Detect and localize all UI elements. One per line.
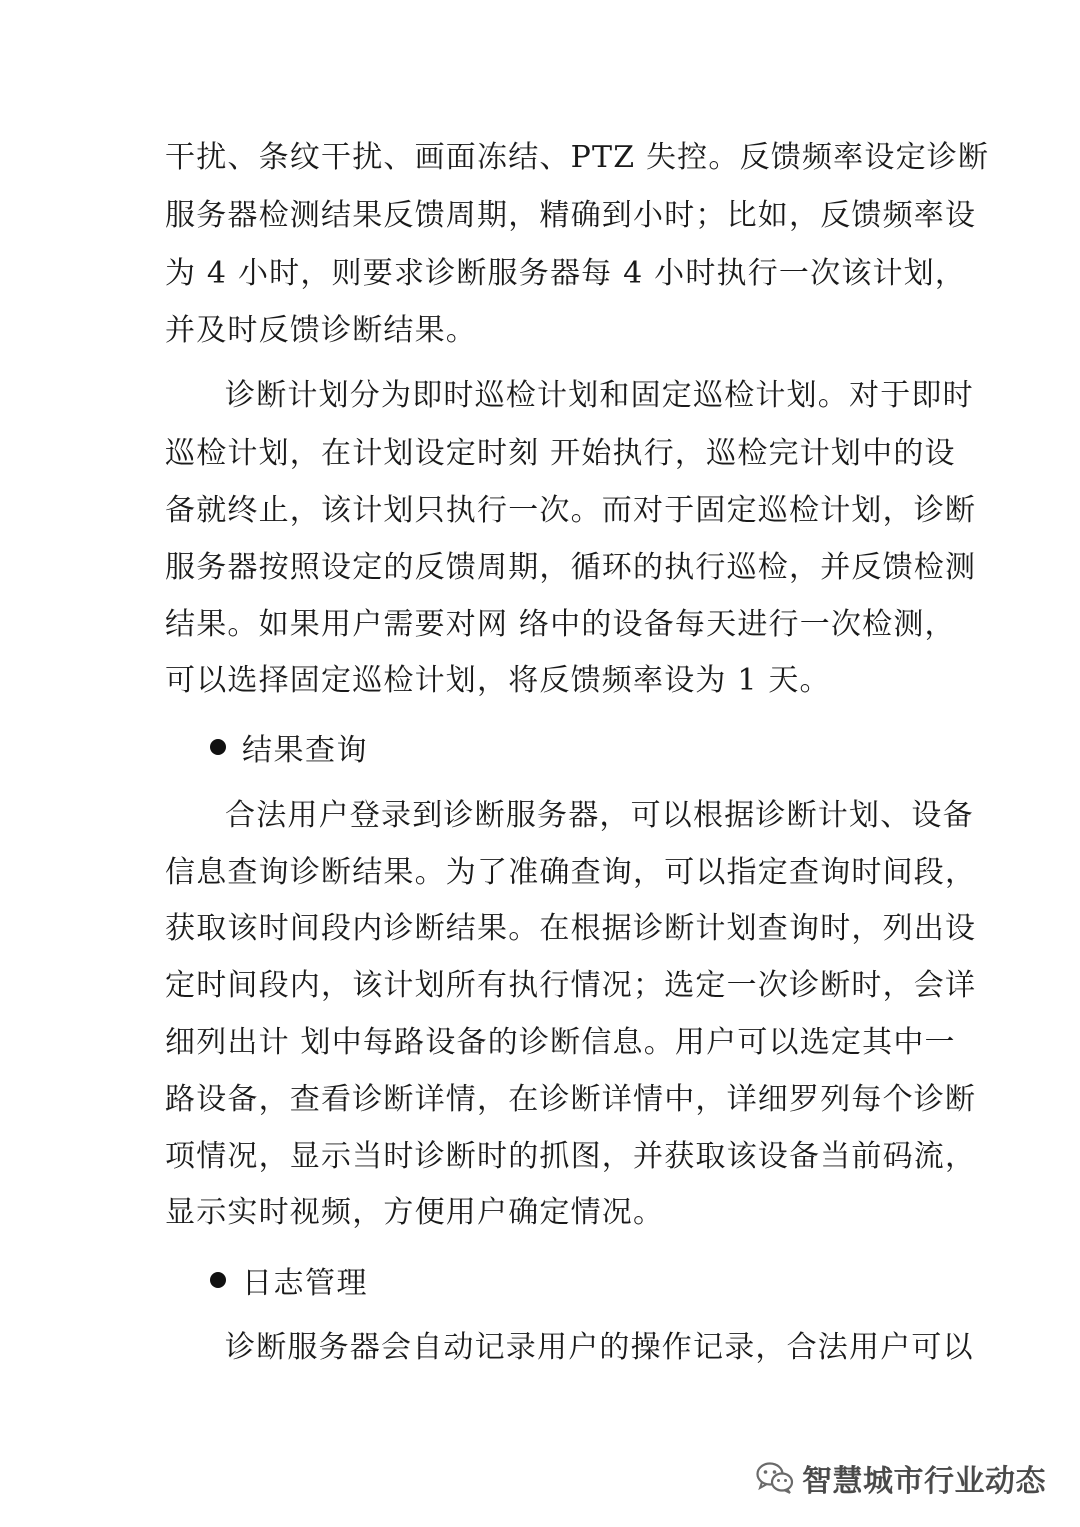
paragraph-line: 结果。如果用户需要对网 络中的设备每天进行一次检测， (165, 607, 956, 642)
bullet-icon (210, 739, 226, 755)
paragraph-line: 获取该时间段内诊断结果。在根据诊断计划查询时，列出设 (165, 911, 977, 946)
paragraph-line: 巡检计划，在计划设定时刻 开始执行，巡检完计划中的设 (165, 436, 956, 471)
paragraph-line: 服务器按照设定的反馈周期，循环的执行巡检，并反馈检测 (165, 550, 977, 585)
wechat-icon (756, 1461, 794, 1495)
paragraph-line: 项情况，显示当时诊断时的抓图，并获取该设备当前码流， (165, 1139, 977, 1174)
paragraph-line: 为 4 小时，则要求诊断服务器每 4 小时执行一次该计划， (165, 256, 967, 291)
paragraph-line: 路设备，查看诊断详情，在诊断详情中，详细罗列每个诊断 (165, 1082, 977, 1117)
paragraph-line: 显示实时视频，方便用户确定情况。 (165, 1195, 665, 1230)
paragraph-line: 备就终止，该计划只执行一次。而对于固定巡检计划，诊断 (165, 493, 977, 528)
watermark (756, 1456, 1046, 1500)
paragraph-line: 合法用户登录到诊断服务器，可以根据诊断计划、设备 (225, 798, 974, 833)
paragraph-line: 并及时反馈诊断结果。 (165, 313, 477, 348)
section-heading-results-query (210, 727, 368, 767)
paragraph-line: 细列出计 划中每路设备的诊断信息。用户可以选定其中一 (165, 1025, 956, 1060)
paragraph-line: 定时间段内，该计划所有执行情况；选定一次诊断时，会详 (165, 968, 977, 1003)
paragraph-line: 诊断计划分为即时巡检计划和固定巡检计划。对于即时 (225, 378, 974, 413)
bullet-icon (210, 1272, 226, 1288)
paragraph-line: 可以选择固定巡检计划，将反馈频率设为 1 天。 (165, 663, 831, 698)
section-heading-log-management (210, 1260, 368, 1300)
section-heading-label: 日志管理 (242, 1266, 368, 1301)
watermark-text: 智慧城市行业动态 (802, 1464, 1046, 1499)
section-heading-label: 结果查询 (242, 733, 368, 768)
paragraph-line: 信息查询诊断结果。为了准确查询，可以指定查询时间段， (165, 855, 977, 890)
paragraph-line: 诊断服务器会自动记录用户的操作记录，合法用户可以 (225, 1330, 974, 1365)
paragraph-line: 服务器检测结果反馈周期，精确到小时；比如，反馈频率设 (165, 198, 977, 233)
paragraph-line: 干扰、条纹干扰、画面冻结、PTZ 失控。反馈频率设定诊断 (165, 140, 990, 175)
